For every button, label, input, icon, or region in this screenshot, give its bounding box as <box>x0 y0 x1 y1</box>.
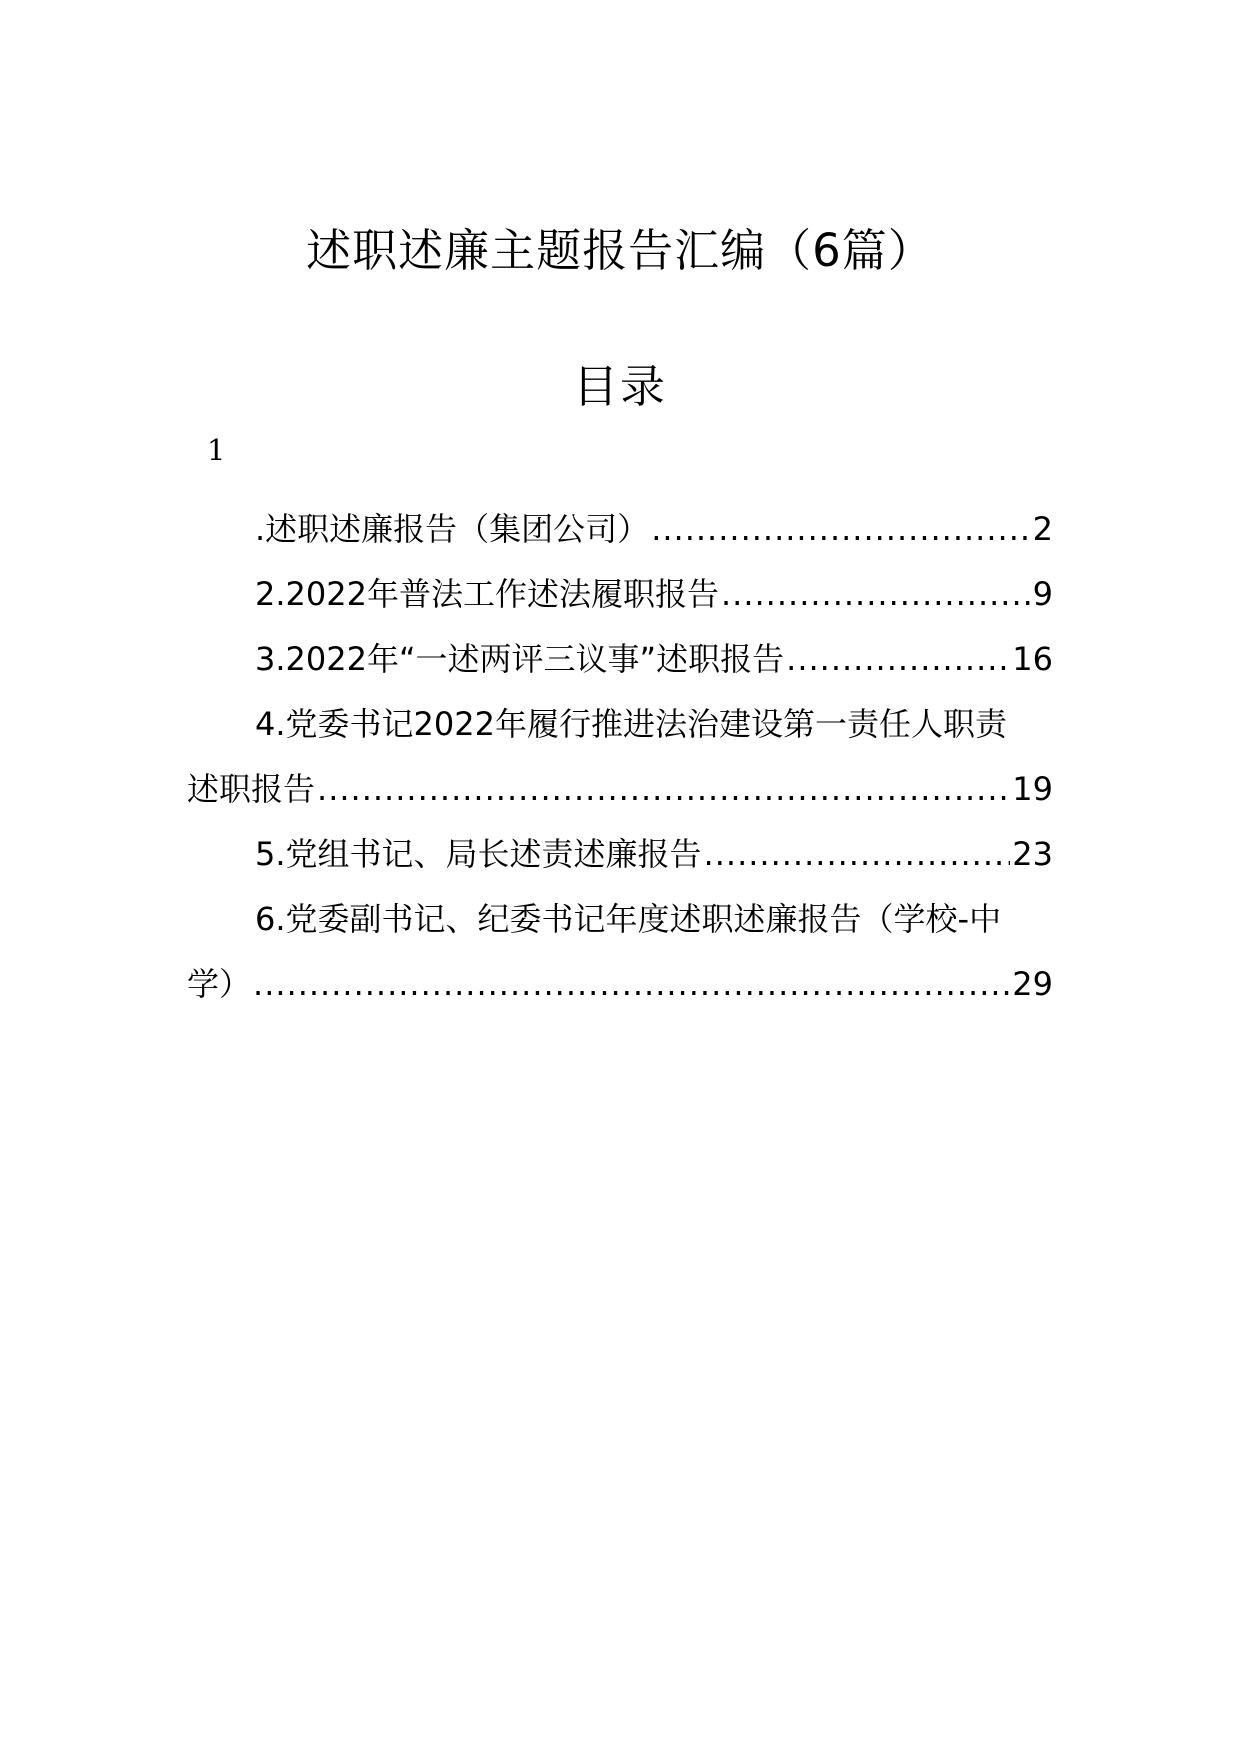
toc-entry-5[interactable] <box>187 822 1053 887</box>
toc-entry-text: 学） <box>187 965 252 1003</box>
toc-entry-1[interactable] <box>187 497 1053 562</box>
dot-leader <box>704 822 1011 887</box>
toc-page-number: 23 <box>1012 835 1053 873</box>
dot-leader <box>317 757 1010 822</box>
toc-entry-3[interactable] <box>187 627 1053 692</box>
toc-heading: 目录 <box>572 360 667 413</box>
toc-entry-6-line-2[interactable] <box>187 952 1053 1017</box>
toc-page-number: 16 <box>1012 640 1053 678</box>
dot-leader <box>786 627 1010 692</box>
toc-entry-text: 2.2022年普法工作述法履职报告 <box>255 575 719 613</box>
toc-page-number: 29 <box>1012 965 1053 1003</box>
toc-entry-text: 3.2022年“一述两评三议事”述职报告 <box>255 640 785 678</box>
toc-entry-text: 5.党组书记、局长述责述廉报告 <box>255 835 702 873</box>
table-of-contents <box>187 497 1053 1017</box>
toc-page-number: 9 <box>1032 575 1053 613</box>
toc-entry-text: .述职述廉报告（集团公司） <box>255 510 650 548</box>
dot-leader <box>651 497 1030 562</box>
stray-number: 1 <box>207 433 226 467</box>
toc-entry-4-line-1[interactable] <box>187 692 1053 757</box>
toc-entry-text: 6.党委副书记、纪委书记年度述职述廉报告（学校-中 <box>255 900 1002 938</box>
toc-entry-6-line-1[interactable] <box>187 887 1053 952</box>
toc-entry-text: 述职报告 <box>187 770 316 808</box>
dot-leader <box>253 952 1010 1017</box>
document-title: 述职述廉主题报告汇编（6篇） <box>306 224 934 277</box>
toc-entry-text: 4.党委书记2022年履行推进法治建设第一责任人职责 <box>255 705 1007 743</box>
toc-page-number: 19 <box>1012 770 1053 808</box>
toc-page-number: 2 <box>1032 510 1053 548</box>
toc-entry-4-line-2[interactable] <box>187 757 1053 822</box>
toc-entry-2[interactable] <box>187 562 1053 627</box>
dot-leader <box>721 562 1031 627</box>
